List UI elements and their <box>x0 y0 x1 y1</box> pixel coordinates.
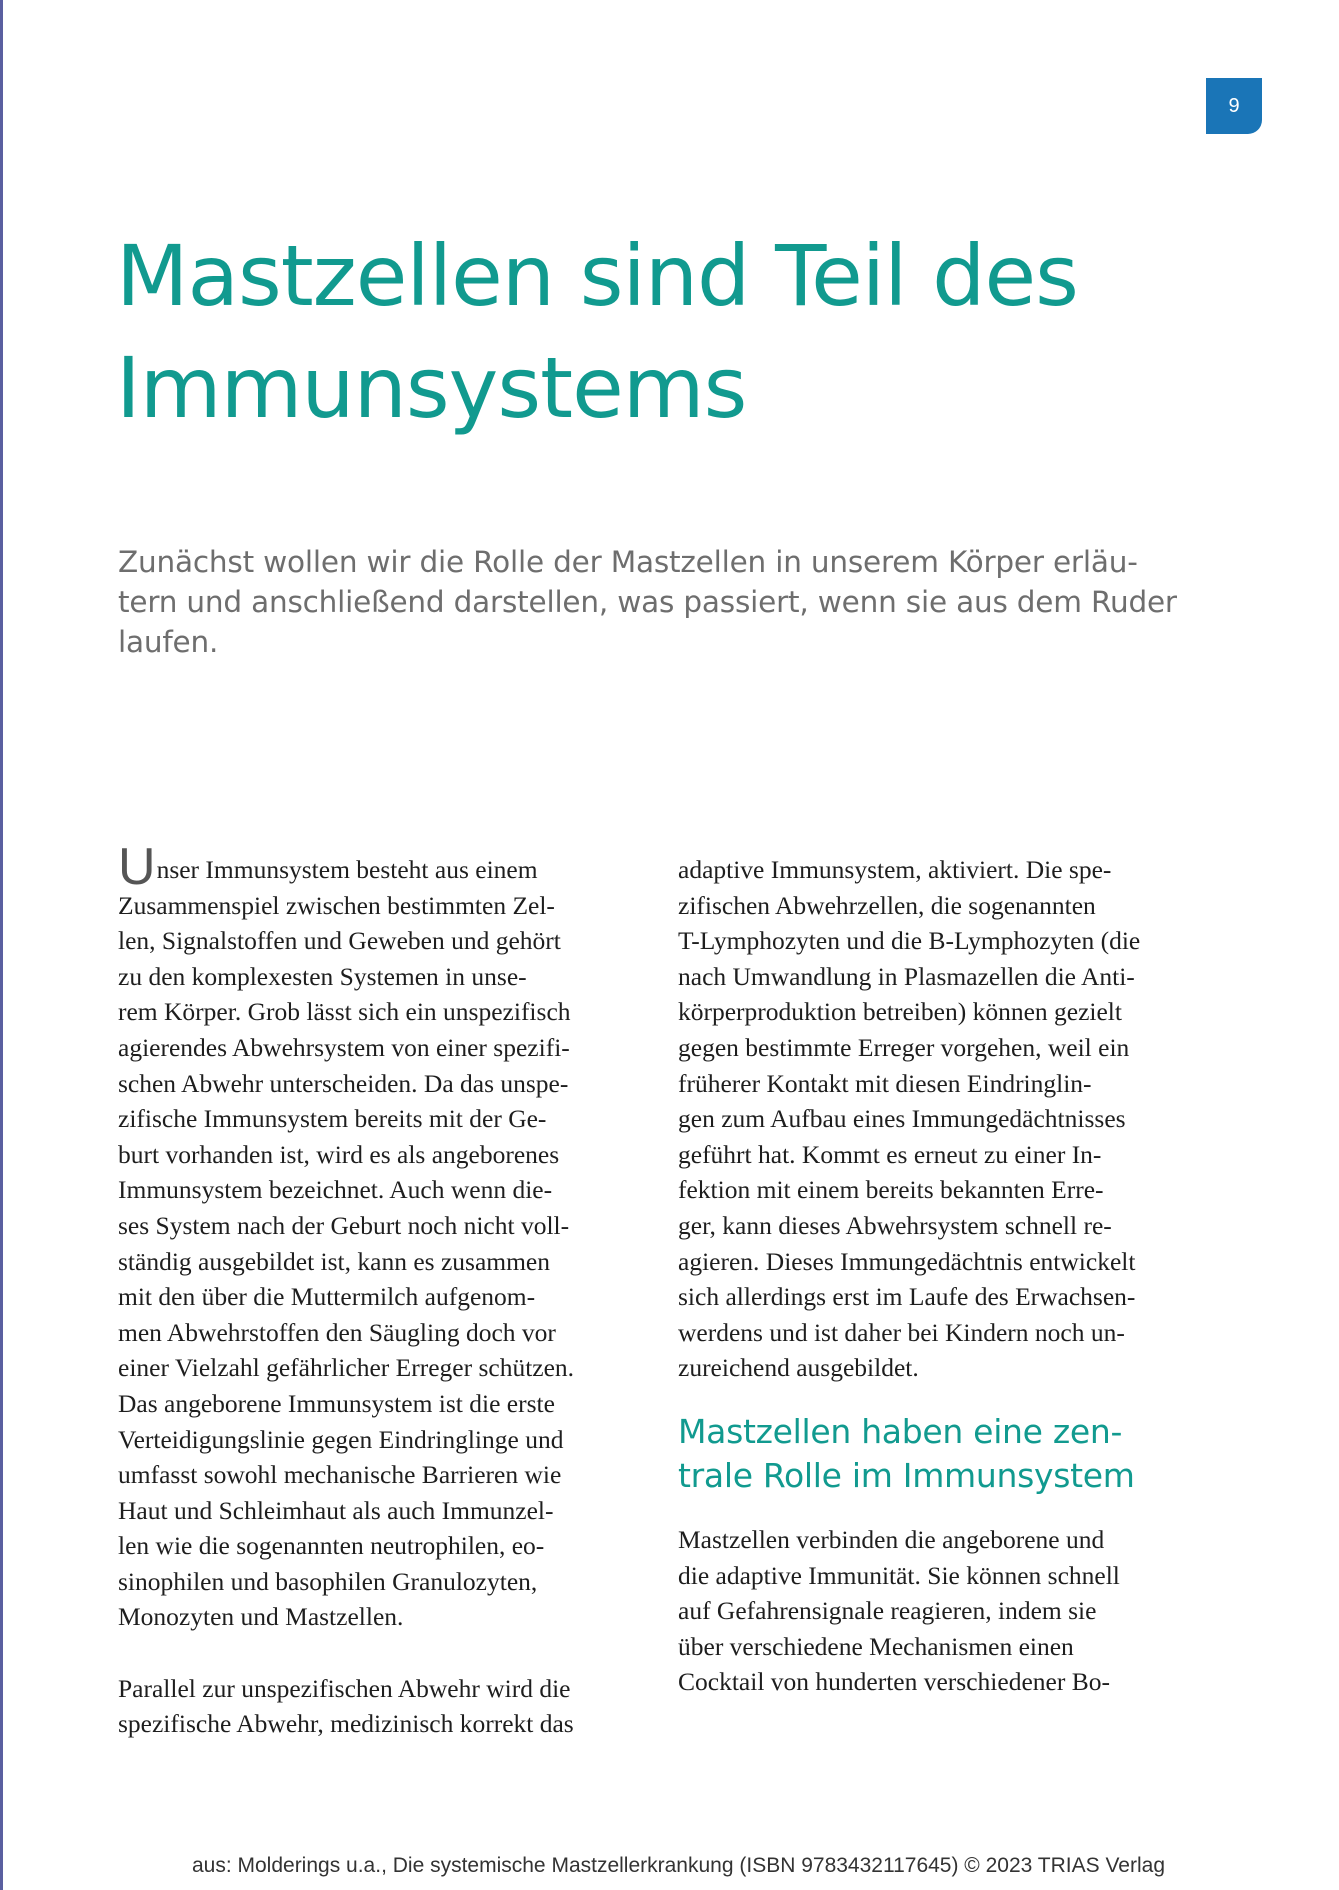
text-line: umfasst sowohl mechanische Barrieren wie <box>118 1460 562 1490</box>
text-line: auf Gefahrensignale reagieren, indem sie <box>678 1596 1097 1626</box>
text-line: ger, kann dieses Abwehrsystem schnell re- <box>678 1210 1112 1240</box>
text-line: fektion mit einem bereits bekannten Erre- <box>678 1175 1104 1205</box>
subheading-line-2: trale Rolle im Immunsystem <box>678 1455 1135 1495</box>
section-subheading <box>678 1386 1188 1522</box>
text-line: zureichend ausgebildet. <box>678 1353 919 1383</box>
text-line: mit den über die Muttermilch aufgenom- <box>118 1282 536 1312</box>
text-line: geführt hat. Kommt es erneut zu einer In- <box>678 1139 1102 1169</box>
lead-line: Zunächst wollen wir die Rolle der Mastzellen in unserem Körper erläu- <box>118 545 1138 579</box>
text-line: Cocktail von hunderten verschiedener Bo- <box>678 1667 1110 1697</box>
text-line: schen Abwehr unterscheiden. Da das unspe- <box>118 1068 569 1098</box>
body-paragraph-2-continued <box>678 852 1188 1386</box>
text-line: Zusammenspiel zwischen bestimmten Zel- <box>118 890 555 920</box>
text-line: agierendes Abwehrsystem von einer spezifi- <box>118 1032 570 1062</box>
text-line: Verteidigungslinie gegen Eindringlinge und <box>118 1424 564 1454</box>
text-line: zifischen Abwehrzellen, die sogenannten <box>678 890 1096 920</box>
text-line: über verschiedene Mechanismen einen <box>678 1631 1074 1661</box>
text-line: nser Immunsystem besteht aus einem <box>156 855 538 884</box>
page-number: 9 <box>1228 94 1240 117</box>
text-line: werdens und ist daher bei Kindern noch un- <box>678 1317 1125 1347</box>
text-line: Das angeborene Immunsystem ist die erste <box>118 1388 555 1418</box>
title-line-1: Mastzellen sind Teil des <box>116 227 1078 325</box>
text-line: sinophilen und basophilen Granulozyten, <box>118 1566 538 1596</box>
text-line: körperproduktion betreiben) können gezielt <box>678 997 1122 1027</box>
lead-line: laufen. <box>118 625 219 659</box>
page-edge-line <box>0 0 3 1890</box>
text-line: men Abwehrstoffen den Säugling doch vor <box>118 1317 556 1347</box>
text-line: nach Umwandlung in Plasmazellen die Anti- <box>678 961 1135 991</box>
text-line: sich allerdings erst im Laufe des Erwachsen- <box>678 1282 1136 1312</box>
text-line: rem Körper. Grob lässt sich ein unspezifisch <box>118 997 571 1027</box>
body-paragraph-3 <box>678 1522 1188 1700</box>
text-line: T-Lymphozyten und die B-Lymphozyten (die <box>678 926 1141 956</box>
text-line: Monozyten und Mastzellen. <box>118 1602 404 1632</box>
text-line: len wie die sogenannten neutrophilen, eo- <box>118 1531 545 1561</box>
lead-paragraph <box>118 542 1198 662</box>
page-title <box>116 220 1266 444</box>
text-line: Immunsystem bezeichnet. Auch wenn die- <box>118 1175 553 1205</box>
body-paragraph-2 <box>118 1671 628 1742</box>
title-line-2: Immunsystems <box>116 339 747 437</box>
text-line: burt vorhanden ist, wird es als angeborenes <box>118 1139 560 1169</box>
body-paragraph-1 <box>118 838 628 1635</box>
text-line: zu den komplexesten Systemen in unse- <box>118 961 527 991</box>
text-line: Mastzellen verbinden die angeborene und <box>678 1524 1105 1554</box>
text-line: früherer Kontakt mit diesen Eindringlin- <box>678 1068 1092 1098</box>
text-line: len, Signalstoffen und Geweben und gehört <box>118 926 561 956</box>
text-line: ständig ausgebildet ist, kann es zusammen <box>118 1246 550 1276</box>
body-column-right <box>678 852 1188 1700</box>
page-number-badge <box>1206 78 1262 134</box>
text-line: gen zum Aufbau eines Immungedächtnisses <box>678 1104 1126 1134</box>
paragraph-gap <box>118 1635 628 1671</box>
text-line: Haut und Schleimhaut als auch Immunzel- <box>118 1495 554 1525</box>
text-line: agieren. Dieses Immungedächtnis entwickelt <box>678 1246 1136 1276</box>
drop-cap: U <box>118 838 156 896</box>
text-line: spezifische Abwehr, medizinisch korrekt das <box>118 1709 574 1739</box>
text-line: adaptive Immunsystem, aktiviert. Die spe- <box>678 855 1112 884</box>
lead-line: tern und anschließend darstellen, was passiert, wenn sie aus dem Ruder <box>118 585 1177 619</box>
text-line: einer Vielzahl gefährlicher Erreger schützen. <box>118 1353 575 1383</box>
source-footer: aus: Molderings u.a., Die systemische Mastzellerkrankung (ISBN 9783432117645) © 2023 TRIAS Verlag <box>191 1854 1166 1877</box>
text-line: Parallel zur unspezifischen Abwehr wird die <box>118 1673 571 1703</box>
text-line: die adaptive Immunität. Sie können schnell <box>678 1560 1120 1590</box>
text-line: zifische Immunsystem bereits mit der Ge- <box>118 1104 547 1134</box>
text-line: gegen bestimmte Erreger vorgehen, weil ein <box>678 1032 1130 1062</box>
subheading-line-1: Mastzellen haben eine zen- <box>678 1411 1123 1451</box>
text-line: ses System nach der Geburt noch nicht voll- <box>118 1210 570 1240</box>
body-column-left <box>118 838 628 1742</box>
